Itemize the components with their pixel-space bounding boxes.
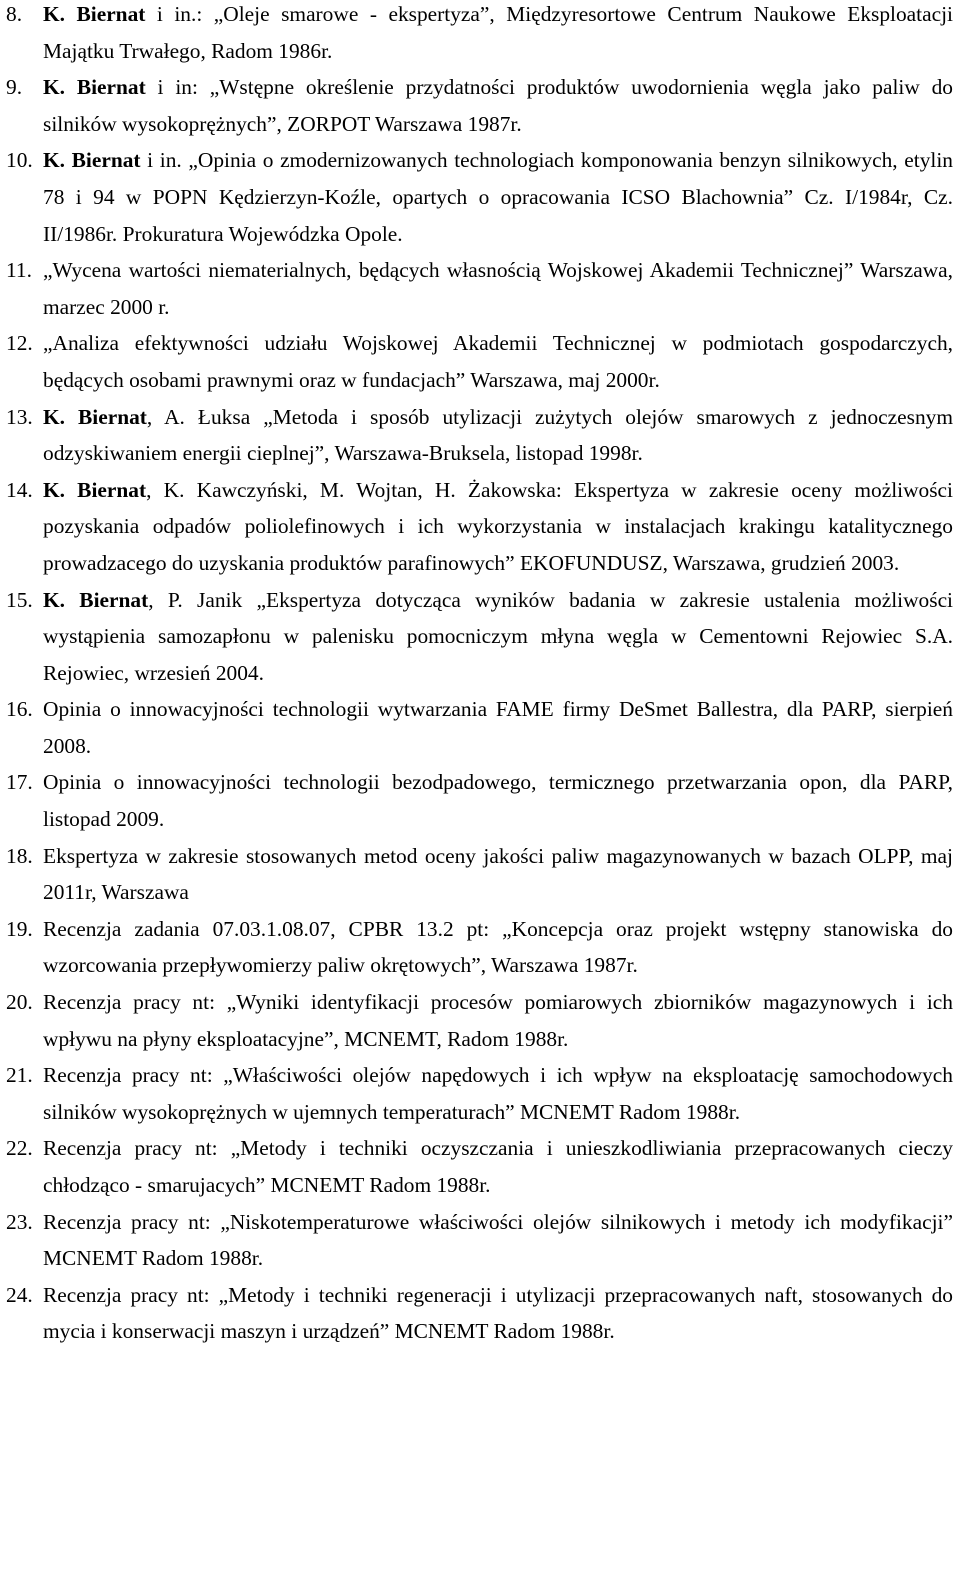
item-number: 23. (6, 1209, 33, 1234)
item-number: 16. (6, 697, 33, 722)
item-text: Opinia o innowacyjności technologii wytwarzania FAME firmy DeSmet Ballestra, dla PARP, sierpień 2008. (43, 697, 953, 758)
list-item (0, 1130, 953, 1203)
item-number: 9. (6, 75, 23, 100)
list-item (0, 0, 953, 69)
item-text: „Wycena wartości niematerialnych, będących własnością Wojskowej Akademii Technicznej” Warszawa, marzec 2000 r. (43, 258, 953, 319)
item-text: Recenzja pracy nt: „Niskotemperaturowe właściwości olejów silnikowych i metody ich modyfikacji” MCNEMT Radom 1988r. (43, 1209, 953, 1271)
item-number: 20. (6, 990, 33, 1015)
item-text: „Analiza efektywności udziału Wojskowej Akademii Technicznej w podmiotach gospodarczych, będących osobami prawnymi oraz w fundacjach” Warszawa, maj 2000r. (43, 331, 953, 392)
item-number: 21. (6, 1063, 33, 1088)
item-number: 24. (6, 1282, 33, 1307)
item-text: Recenzja pracy nt: „Metody i techniki regeneracji i utylizacji przepracowanych naft, stosowanych do mycia i konserwacji maszyn i urządzeń” MCNEMT Radom 1988r. (43, 1282, 953, 1344)
item-text: i in: „Wstępne określenie przydatności produktów uwodornienia węgla jako paliw do silników wysokoprężnych”, ZORPOT Warszawa 1987r. (43, 75, 953, 136)
author-name: K. Biernat (43, 2, 146, 26)
list-item (0, 911, 953, 984)
item-number: 14. (6, 477, 33, 502)
item-text: i in. „Opinia o zmodernizowanych technologiach komponowania benzyn silnikowych, etylin 78 i 94 w POPN Kędzierzyn-Koźle, opartych o opracowania ICSO Blachownia” Cz. I/1984r, Cz. II/1986r. Prokuratura Wojewódzka Opole. (43, 148, 953, 246)
list-item (0, 69, 953, 142)
item-text: Recenzja pracy nt: „Wyniki identyfikacji procesów pomiarowych zbiorników magazynowych i ich wpływu na płyny eksploatacyjne”, MCNEMT, Radom 1988r. (43, 990, 953, 1051)
list-item (0, 764, 953, 837)
list-item (0, 252, 953, 325)
item-number: 17. (6, 770, 33, 795)
item-text: , A. Łuksa „Metoda i sposób utylizacji zużytych olejów smarowych z jednoczesnym odzyskiwaniem energii cieplnej”, Warszawa-Bruksela, listopad 1998r. (43, 404, 954, 466)
author-name: K. Biernat (43, 477, 147, 502)
item-text: Recenzja zadania 07.03.1.08.07, CPBR 13.2 pt: „Koncepcja oraz projekt wstępny stanowiska do wzorcowania przepływomierzy paliw okrętowych”, Warszawa 1987r. (43, 916, 953, 978)
item-number: 8. (6, 2, 23, 26)
item-text: Recenzja pracy nt: „Właściwości olejów napędowych i ich wpływ na eksploatację samochodowych silników wysokoprężnych w ujemnych temperaturach” MCNEMT Radom 1988r. (43, 1063, 953, 1124)
list-item (0, 325, 953, 398)
item-text: Recenzja pracy nt: „Metody i techniki oczyszczania i unieszkodliwiania przepracowanych cieczy chłodząco - smarujacych” MCNEMT Radom 1988r. (43, 1136, 953, 1197)
list-item (0, 1204, 953, 1277)
item-number: 18. (6, 843, 33, 868)
author-name: K. Biernat (43, 587, 149, 612)
item-number: 15. (6, 587, 33, 612)
item-number: 10. (6, 148, 33, 173)
item-number: 13. (6, 404, 33, 429)
item-text: i in.: „Oleje smarowe - ekspertyza”, Międzyresortowe Centrum Naukowe Eksploatacji Majątku Trwałego, Radom 1986r. (43, 2, 953, 63)
list-item (0, 838, 953, 911)
item-number: 22. (6, 1136, 33, 1161)
list-item (0, 1057, 953, 1130)
item-number: 11. (6, 258, 32, 283)
list-item (0, 142, 953, 252)
list-item (0, 984, 953, 1057)
author-name: K. Biernat (43, 148, 141, 173)
item-text: , K. Kawczyński, M. Wojtan, H. Żakowska: Ekspertyza w zakresie oceny możliwości pozyskania odpadów poliolefinowych i ich wykorzystania w instalacjach krakingu katalitycznego prowadzacego do uzyskania produktów parafinowych” EKOFUNDUSZ, Warszawa, grudzień 2003. (43, 477, 953, 575)
author-name: K. Biernat (43, 404, 147, 429)
item-text: Opinia o innowacyjności technologii bezodpadowego, termicznego przetwarzania opon, dla PARP, listopad 2009. (43, 770, 953, 832)
item-number: 12. (6, 331, 33, 356)
item-text: , P. Janik „Ekspertyza dotycząca wyników badania w zakresie ustalenia możliwości wystąpienia samozapłonu w palenisku pomocniczym młyna węgla w Cementowni Rejowiec S.A. Rejowiec, wrzesień 2004. (43, 587, 954, 685)
list-item (0, 399, 953, 472)
list-item (0, 582, 953, 692)
item-number: 19. (6, 916, 33, 941)
item-text: Ekspertyza w zakresie stosowanych metod oceny jakości paliw magazynowanych w bazach OLPP, maj 2011r, Warszawa (43, 843, 953, 905)
author-name: K. Biernat (43, 75, 146, 100)
list-item (0, 1277, 953, 1350)
list-item (0, 691, 953, 764)
list-item (0, 472, 953, 582)
